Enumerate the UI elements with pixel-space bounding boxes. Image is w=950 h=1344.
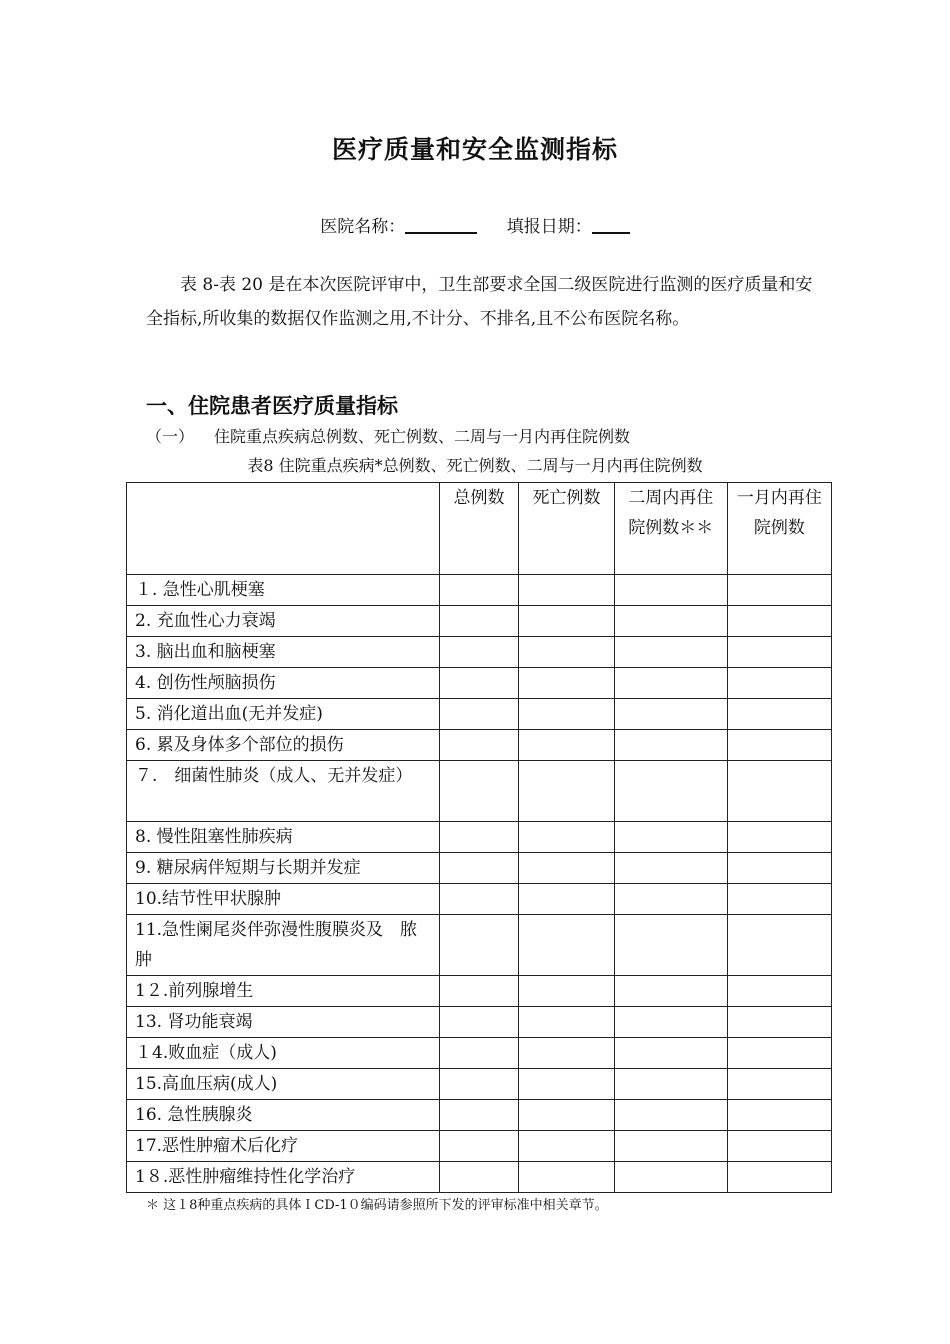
section-heading: 一、住院患者医疗质量指标 <box>146 394 398 418</box>
table-row <box>127 1100 832 1131</box>
disease-name: 17.恶性肿瘤术后化疗 <box>127 1131 440 1162</box>
cell-readmit-1month[interactable] <box>727 637 831 668</box>
table-row <box>127 915 832 976</box>
disease-name: 16. 急性胰腺炎 <box>127 1100 440 1131</box>
intro-paragraph: 表 8-表 20 是在本次医院评审中，卫生部要求全国二级医院进行监测的医疗质量和安全指标,所收集的数据仅作监测之用,不计分、不排名,且不公布医院名称。 <box>146 275 813 329</box>
table-row <box>127 668 832 699</box>
table-row <box>127 976 832 1007</box>
cell-readmit-2weeks[interactable] <box>614 637 727 668</box>
cell-readmit-1month[interactable] <box>727 575 831 606</box>
cell-readmit-2weeks[interactable] <box>614 884 727 915</box>
cell-readmit-1month[interactable] <box>727 1069 831 1100</box>
subsection-number: （一） <box>146 427 195 446</box>
table-row <box>127 575 832 606</box>
cell-total[interactable] <box>439 761 519 822</box>
document-title: 医疗质量和安全监测指标 <box>331 135 618 164</box>
cell-deaths[interactable] <box>519 668 614 699</box>
table-row <box>127 853 832 884</box>
disease-name: 4. 创伤性颅脑损伤 <box>127 668 440 699</box>
cell-total[interactable] <box>439 1069 519 1100</box>
cell-total[interactable] <box>439 1100 519 1131</box>
table-row <box>127 761 832 822</box>
cell-deaths[interactable] <box>519 1131 614 1162</box>
disease-table <box>126 482 832 1193</box>
cell-total[interactable] <box>439 668 519 699</box>
header-readmit-1month: 一月内再住院例数 <box>727 483 831 575</box>
cell-readmit-1month[interactable] <box>727 699 831 730</box>
disease-name: 9. 糖尿病伴短期与长期并发症 <box>127 853 440 884</box>
cell-readmit-1month[interactable] <box>727 822 831 853</box>
cell-total[interactable] <box>439 853 519 884</box>
cell-deaths[interactable] <box>519 884 614 915</box>
header-disease <box>127 483 440 575</box>
table-row <box>127 1131 832 1162</box>
disease-name: 8. 慢性阻塞性肺疾病 <box>127 822 440 853</box>
cell-readmit-1month[interactable] <box>727 1007 831 1038</box>
cell-readmit-1month[interactable] <box>727 1100 831 1131</box>
table-row <box>127 606 832 637</box>
footnote: ＊ 这１8种重点疾病的具体ＩCD-1０编码请参照所下发的评审标准中相关章节。 <box>146 1198 608 1213</box>
cell-deaths[interactable] <box>519 976 614 1007</box>
cell-total[interactable] <box>439 637 519 668</box>
table-row <box>127 637 832 668</box>
cell-deaths[interactable] <box>519 1100 614 1131</box>
header-total: 总例数 <box>439 483 519 575</box>
form-fields <box>0 212 950 237</box>
cell-readmit-2weeks[interactable] <box>614 1100 727 1131</box>
cell-total[interactable] <box>439 606 519 637</box>
cell-deaths[interactable] <box>519 1007 614 1038</box>
cell-deaths[interactable] <box>519 730 614 761</box>
cell-readmit-1month[interactable] <box>727 915 831 976</box>
cell-total[interactable] <box>439 976 519 1007</box>
cell-readmit-2weeks[interactable] <box>614 853 727 884</box>
table-row <box>127 1007 832 1038</box>
header-deaths: 死亡例数 <box>519 483 614 575</box>
cell-readmit-1month[interactable] <box>727 761 831 822</box>
header-readmit-2weeks: 二周内再住院例数＊＊ <box>614 483 727 575</box>
cell-readmit-2weeks[interactable] <box>614 699 727 730</box>
disease-name: 1２.前列腺增生 <box>127 976 440 1007</box>
cell-deaths[interactable] <box>519 1038 614 1069</box>
cell-readmit-2weeks[interactable] <box>614 1069 727 1100</box>
cell-total[interactable] <box>439 1007 519 1038</box>
cell-readmit-1month[interactable] <box>727 668 831 699</box>
cell-total[interactable] <box>439 1038 519 1069</box>
table-row <box>127 730 832 761</box>
disease-name: ７. 细菌性肺炎（成人、无并发症） <box>127 761 440 822</box>
cell-deaths[interactable] <box>519 637 614 668</box>
cell-deaths[interactable] <box>519 606 614 637</box>
table-row <box>127 699 832 730</box>
cell-deaths[interactable] <box>519 853 614 884</box>
cell-readmit-1month[interactable] <box>727 884 831 915</box>
disease-name: 15.高血压病(成人) <box>127 1069 440 1100</box>
cell-deaths[interactable] <box>519 1162 614 1193</box>
table-row <box>127 822 832 853</box>
disease-name: 13. 肾功能衰竭 <box>127 1007 440 1038</box>
cell-total[interactable] <box>439 1131 519 1162</box>
cell-readmit-1month[interactable] <box>727 1131 831 1162</box>
table-row <box>127 1038 832 1069</box>
cell-total[interactable] <box>439 730 519 761</box>
cell-readmit-1month[interactable] <box>727 853 831 884</box>
cell-readmit-2weeks[interactable] <box>614 1131 727 1162</box>
cell-readmit-2weeks[interactable] <box>614 730 727 761</box>
cell-total[interactable] <box>439 822 519 853</box>
cell-readmit-2weeks[interactable] <box>614 761 727 822</box>
cell-readmit-2weeks[interactable] <box>614 668 727 699</box>
hospital-name-blank[interactable] <box>405 214 477 234</box>
cell-total[interactable] <box>439 575 519 606</box>
report-date-label: 填报日期： <box>506 217 592 237</box>
cell-readmit-1month[interactable] <box>727 730 831 761</box>
table-row <box>127 1069 832 1100</box>
cell-total[interactable] <box>439 699 519 730</box>
cell-readmit-1month[interactable] <box>727 606 831 637</box>
subsection-heading <box>146 424 630 447</box>
cell-readmit-1month[interactable] <box>727 1162 831 1193</box>
cell-total[interactable] <box>439 1162 519 1193</box>
table-row <box>127 884 832 915</box>
disease-name: １. 急性心肌梗塞 <box>127 575 440 606</box>
disease-name: 5. 消化道出血(无并发症) <box>127 699 440 730</box>
report-date-blank[interactable] <box>592 214 630 234</box>
disease-name: 3. 脑出血和脑梗塞 <box>127 637 440 668</box>
cell-readmit-2weeks[interactable] <box>614 822 727 853</box>
hospital-name-label: 医院名称： <box>320 217 406 237</box>
table-header-row <box>127 483 832 575</box>
table-caption: 表8 住院重点疾病*总例数、死亡例数、二周与一月内再住院例数 <box>247 456 703 475</box>
cell-deaths[interactable] <box>519 761 614 822</box>
disease-name: 11.急性阑尾炎伴弥漫性腹膜炎及 脓肿 <box>127 915 440 976</box>
cell-readmit-1month[interactable] <box>727 1038 831 1069</box>
cell-deaths[interactable] <box>519 822 614 853</box>
disease-name: 1８.恶性肿瘤维持性化学治疗 <box>127 1162 440 1193</box>
table-row <box>127 1162 832 1193</box>
cell-deaths[interactable] <box>519 1069 614 1100</box>
cell-readmit-2weeks[interactable] <box>614 976 727 1007</box>
cell-readmit-2weeks[interactable] <box>614 915 727 976</box>
cell-readmit-2weeks[interactable] <box>614 1162 727 1193</box>
cell-readmit-2weeks[interactable] <box>614 606 727 637</box>
cell-readmit-2weeks[interactable] <box>614 1038 727 1069</box>
cell-deaths[interactable] <box>519 575 614 606</box>
disease-name: 2. 充血性心力衰竭 <box>127 606 440 637</box>
cell-readmit-1month[interactable] <box>727 976 831 1007</box>
cell-deaths[interactable] <box>519 915 614 976</box>
disease-name: １4.败血症（成人) <box>127 1038 440 1069</box>
cell-total[interactable] <box>439 915 519 976</box>
subsection-title: 住院重点疾病总例数、死亡例数、二周与一月内再住院例数 <box>214 427 631 446</box>
disease-name: 10.结节性甲状腺肿 <box>127 884 440 915</box>
cell-deaths[interactable] <box>519 699 614 730</box>
cell-readmit-2weeks[interactable] <box>614 575 727 606</box>
disease-name: 6. 累及身体多个部位的损伤 <box>127 730 440 761</box>
cell-total[interactable] <box>439 884 519 915</box>
cell-readmit-2weeks[interactable] <box>614 1007 727 1038</box>
